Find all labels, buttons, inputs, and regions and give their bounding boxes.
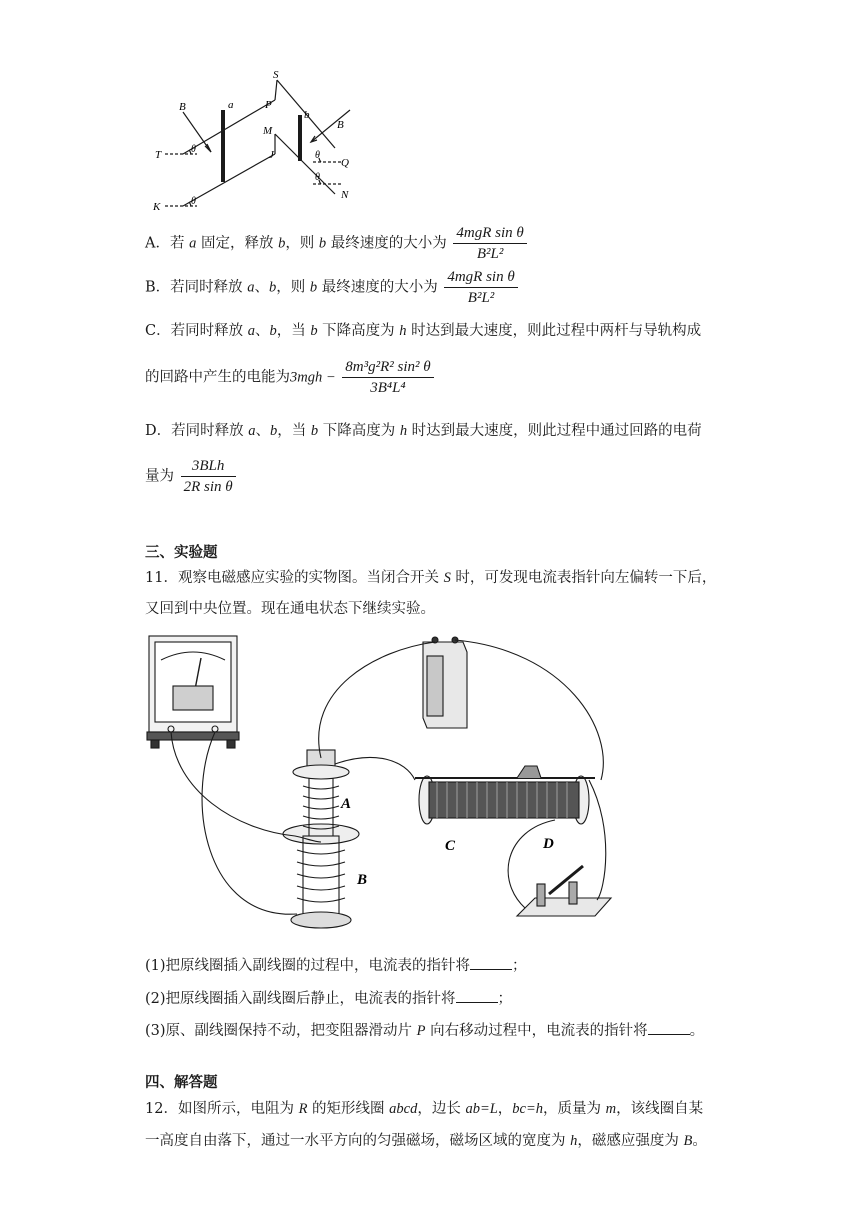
- option-c-line1: [145, 321, 701, 341]
- label-A: A: [341, 796, 352, 812]
- var: m: [605, 1101, 617, 1117]
- var: h: [399, 323, 407, 339]
- label-P: P: [265, 99, 272, 111]
- apparatus-diagram: [145, 630, 615, 940]
- label-T: T: [155, 149, 162, 161]
- q12-text: ，该线圈自某: [616, 1101, 704, 1117]
- fraction-denominator: B²L²: [467, 290, 495, 306]
- option-a: [145, 224, 527, 263]
- battery: [423, 637, 467, 728]
- q11-sub2: [145, 988, 512, 1009]
- q11-sub2-end: ；: [497, 991, 513, 1007]
- q11-line1: [145, 568, 716, 588]
- option-b: [145, 268, 518, 307]
- fraction-numerator: 4mgR sin θ: [444, 268, 517, 288]
- var: b: [318, 235, 327, 252]
- option-a-fraction: [453, 224, 526, 263]
- label-b: b: [304, 109, 310, 121]
- option-c-text: 下降高度为: [317, 323, 400, 339]
- var: B: [683, 1133, 693, 1149]
- var: h: [570, 1133, 578, 1149]
- label-C: C: [445, 838, 456, 854]
- q12-text: ，边长: [417, 1101, 466, 1117]
- section-4-title: 四、解答题: [145, 1075, 218, 1091]
- var: b: [269, 323, 277, 339]
- theta-1: θ: [191, 144, 196, 155]
- option-b-text: 、: [254, 279, 270, 296]
- rheostat: [415, 766, 595, 824]
- q11-sub1: [145, 955, 527, 976]
- option-b-fraction: [444, 268, 517, 307]
- q12-text: 一高度自由落下，通过一水平方向的匀强磁场，磁场区域的宽度为: [145, 1133, 571, 1149]
- option-d-line1: [145, 421, 702, 441]
- q11-sub1-end: ；: [512, 958, 527, 974]
- fraction-numerator: 3BLh: [181, 457, 236, 477]
- answer-blank[interactable]: [470, 955, 512, 970]
- coil-b: [283, 824, 359, 928]
- rail-diagram: [145, 70, 365, 215]
- q12-text: 的矩形线圈: [307, 1101, 390, 1117]
- option-b-text: 最终速度的大小为: [317, 279, 438, 296]
- label-J: J: [269, 149, 274, 161]
- option-d-fraction: [181, 457, 236, 496]
- var: b: [269, 423, 278, 439]
- fraction-numerator: 8m³g²R² sin² θ: [342, 358, 433, 378]
- var: abcd: [389, 1101, 418, 1117]
- fraction-denominator: B²L²: [476, 246, 504, 262]
- answer-blank[interactable]: [648, 1020, 690, 1035]
- option-a-text: 固定，释放: [196, 235, 279, 252]
- var: a: [247, 323, 255, 339]
- label-Q: Q: [341, 157, 349, 169]
- switch: [517, 866, 611, 916]
- label-D: D: [543, 836, 554, 852]
- fraction-denominator: 3B⁴L⁴: [370, 380, 406, 396]
- section-3-title: 三、实验题: [145, 545, 218, 561]
- option-d-prefix: D．若同时释放: [145, 423, 249, 439]
- var: b: [309, 279, 318, 296]
- q11-line2: 又回到中央位置。现在通电状态下继续实验。: [145, 601, 435, 617]
- option-c-text: ，当: [276, 323, 311, 339]
- option-d-text: 、: [255, 423, 270, 439]
- var: b: [310, 323, 318, 339]
- option-d-text: ，当: [277, 423, 311, 439]
- q12-line1: [145, 1099, 703, 1119]
- q11-text: 11．观察电磁感应实验的实物图。当闭合开关: [145, 570, 444, 586]
- option-c-text: 、: [254, 323, 270, 339]
- var: P: [416, 1023, 426, 1039]
- q12-text: 。: [692, 1133, 707, 1149]
- option-c-text: 的回路中产生的电能为: [145, 369, 290, 386]
- q12-text: ，: [497, 1101, 513, 1117]
- label-M: M: [263, 125, 273, 137]
- option-d-line2: [145, 457, 236, 496]
- option-b-text: ，则: [276, 279, 310, 296]
- option-a-text: 最终速度的大小为: [326, 235, 447, 252]
- label-N: N: [341, 189, 349, 201]
- option-c-line2: [145, 358, 434, 397]
- option-d-text: 量为: [145, 468, 174, 485]
- q11-text: 时，可发现电流表指针向左偏转一下后，: [450, 570, 717, 586]
- label-K: K: [153, 201, 161, 213]
- label-a: a: [228, 99, 234, 111]
- label-B-right: B: [337, 119, 344, 131]
- var: b: [310, 423, 319, 439]
- var: b: [269, 279, 277, 296]
- label-B: B: [357, 872, 368, 888]
- var: b: [278, 235, 286, 252]
- label-B-left: B: [179, 101, 186, 113]
- theta-4: θ: [315, 172, 320, 183]
- var: S: [443, 570, 451, 586]
- option-a-text: ，则: [285, 235, 319, 252]
- fraction-denominator: 2R sin θ: [183, 479, 233, 495]
- q12-text: ，质量为: [543, 1101, 606, 1117]
- q11-sub2-text: (2)把原线圈插入副线圈后静止，电流表的指针将: [145, 991, 456, 1007]
- q11-sub3-text: 向右移动过程中，电流表的指针将: [425, 1023, 648, 1039]
- q12-line2: [145, 1131, 707, 1151]
- q11-sub3: [145, 1020, 704, 1041]
- bar-b: [298, 115, 302, 161]
- theta-3: θ: [315, 150, 320, 161]
- var: bc=h: [512, 1101, 544, 1117]
- coil-a: [293, 750, 352, 836]
- option-c-prefix: C．若同时释放: [145, 323, 248, 339]
- q11-sub3-end: 。: [689, 1023, 705, 1039]
- galvanometer: [147, 636, 239, 748]
- option-d-text: 时达到最大速度，则此过程中通过回路的电荷: [407, 423, 702, 439]
- var: a: [189, 235, 197, 252]
- q11-sub1-text: (1)把原线圈插入副线圈的过程中，电流表的指针将: [145, 958, 471, 974]
- theta-2: θ: [191, 196, 196, 207]
- option-a-prefix: A．若: [145, 235, 190, 252]
- option-b-prefix: B．若同时释放: [145, 279, 248, 296]
- var: a: [247, 279, 255, 296]
- q12-text: 12．如图所示，电阻为: [145, 1101, 299, 1117]
- option-d-text: 下降高度为: [318, 423, 400, 439]
- q11-sub3-text: (3)原、副线圈保持不动，把变阻器滑动片: [145, 1023, 417, 1039]
- var: h: [399, 423, 408, 439]
- answer-blank[interactable]: [456, 988, 498, 1003]
- q12-text: ，磁感应强度为: [577, 1133, 684, 1149]
- var: a: [248, 423, 256, 439]
- option-c-text: 时达到最大速度，则此过程中两杆与导轨构成: [406, 323, 702, 339]
- var: R: [298, 1101, 308, 1117]
- fraction-numerator: 4mgR sin θ: [453, 224, 526, 244]
- bar-a: [221, 110, 225, 182]
- option-c-expr: 3mgh −: [290, 369, 336, 386]
- label-S: S: [273, 70, 279, 81]
- var: ab=L: [465, 1101, 498, 1117]
- option-c-fraction: [342, 358, 433, 397]
